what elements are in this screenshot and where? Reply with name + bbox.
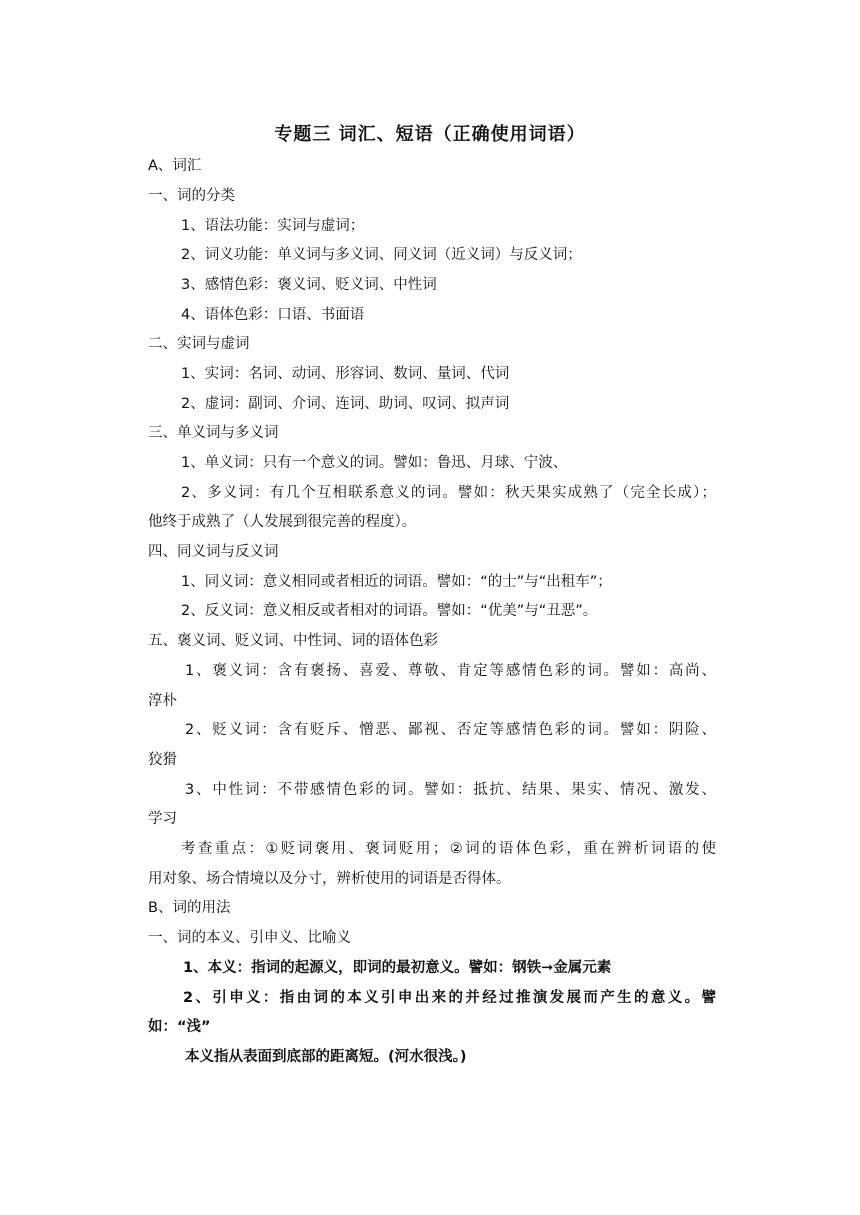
list-item: 2、多义词：有几个互相联系意义的词。譬如：秋天果实成熟了（完全长成）； [181,485,716,501]
subsection-heading: 二、实词与虚词 [148,336,250,352]
list-item: 4、语体色彩：口语、书面语 [181,307,365,323]
subsection-heading: 一、词的本义、引申义、比喻义 [148,930,351,946]
list-item: 1、褒义词：含有褒扬、喜爱、尊敬、肯定等感情色彩的词。譬如：高尚、 [185,663,716,679]
paragraph-line: 学习 [148,811,177,827]
section-heading: B、词的用法 [148,900,231,916]
list-item: 1、同义词：意义相同或者相近的词语。譬如：“的士”与“出租车”； [181,574,612,590]
paragraph-line: 用对象、场合情境以及分寸，辨析使用的词语是否得体。 [148,871,511,887]
list-item: 2、虚词：副词、介词、连词、助词、叹词、拟声词 [181,396,510,412]
list-item: 3、中性词：不带感情色彩的词。譬如：抵抗、结果、果实、情况、激发、 [185,782,716,798]
list-item: 2、贬义词：含有贬斥、憎恶、鄙视、否定等感情色彩的词。譬如：阴险、 [185,722,716,738]
paragraph-line: 如：“浅” [148,1019,211,1035]
list-item: 3、感情色彩：褒义词、贬义词、中性词 [181,277,437,293]
list-item: 1、本义：指词的起源义，即词的最初意义。譬如：钢铁➞金属元素 [183,960,612,976]
list-item: 1、实词：名词、动词、形容词、数词、量词、代词 [181,366,510,382]
paragraph-line: 他终于成熟了（人发展到很完善的程度）。 [148,514,417,530]
list-item: 2、引申义：指由词的本义引申出来的并经过推演发展而产生的意义。譬 [183,990,716,1006]
subsection-heading: 四、同义词与反义词 [148,544,279,560]
subsection-heading: 三、单义词与多义词 [148,425,279,441]
list-item: 2、词义功能：单义词与多义词、同义词（近义词）与反义词； [181,247,582,263]
paragraph-line: 本义指从表面到底部的距离短。(河水很浅。) [185,1049,467,1065]
document-title: 专题三 词汇、短语（正确使用词语） [274,124,586,145]
paragraph-line: 狡猾 [148,752,177,768]
section-heading: A、词汇 [148,158,202,174]
subsection-heading: 一、词的分类 [148,188,235,204]
list-item: 1、单义词：只有一个意义的词。譬如：鲁迅、月球、宁波、 [181,455,568,471]
subsection-heading: 五、褒义词、贬义词、中性词、词的语体色彩 [148,633,438,649]
paragraph-line: 淳朴 [148,693,177,709]
paragraph-line: 考查重点：①贬词褒用、褒词贬用；②词的语体色彩，重在辨析词语的使 [181,841,716,857]
list-item: 1、语法功能：实词与虚词； [181,218,365,234]
list-item: 2、反义词：意义相反或者相对的词语。譬如：“优美”与“丑恶”。 [181,603,598,619]
